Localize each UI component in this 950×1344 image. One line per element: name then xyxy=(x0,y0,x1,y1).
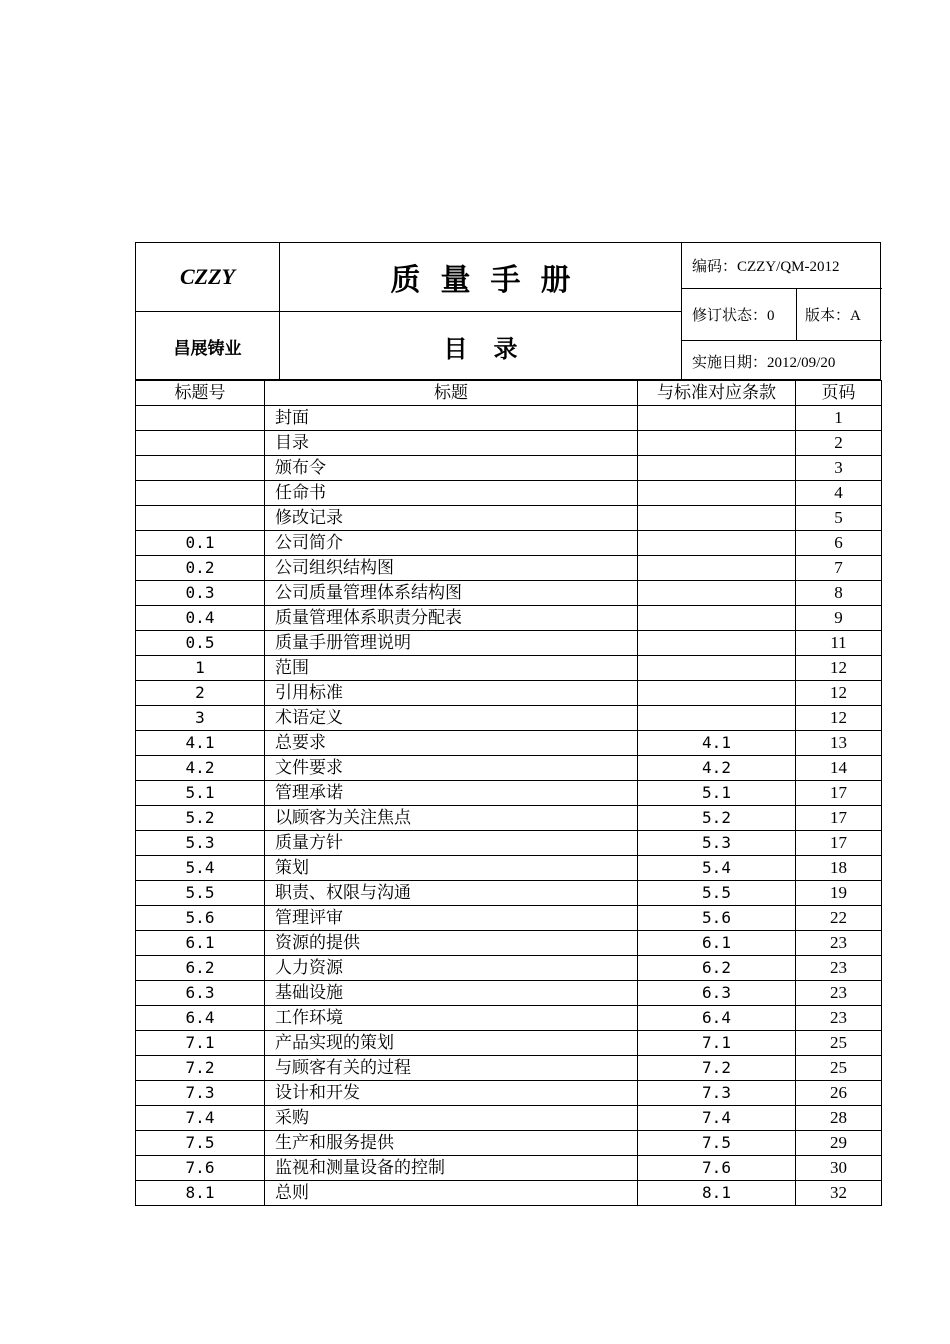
column-header-clause: 与标准对应条款 xyxy=(638,381,796,406)
toc-row-title: 产品实现的策划 xyxy=(265,1031,638,1056)
toc-row-number: 6.2 xyxy=(136,956,265,981)
toc-row-title: 生产和服务提供 xyxy=(265,1131,638,1156)
toc-row-title: 基础设施 xyxy=(265,981,638,1006)
toc-row-page: 13 xyxy=(796,731,882,756)
toc-row-page: 26 xyxy=(796,1081,882,1106)
toc-row-title: 人力资源 xyxy=(265,956,638,981)
toc-row-number: 0.5 xyxy=(136,631,265,656)
toc-row-title: 术语定义 xyxy=(265,706,638,731)
toc-row-page: 23 xyxy=(796,956,882,981)
toc-row-clause: 5.3 xyxy=(638,831,796,856)
toc-row-page: 22 xyxy=(796,906,882,931)
toc-row xyxy=(136,1181,882,1206)
toc-row xyxy=(136,781,882,806)
toc-row-clause xyxy=(638,431,796,456)
revision-status: 修订状态：0 xyxy=(681,289,797,341)
column-header-number: 标题号 xyxy=(136,381,265,406)
toc-row xyxy=(136,756,882,781)
toc-row-title: 采购 xyxy=(265,1106,638,1131)
toc-row-clause xyxy=(638,631,796,656)
toc-row-title: 公司简介 xyxy=(265,531,638,556)
toc-row-page: 5 xyxy=(796,506,882,531)
toc-row xyxy=(136,631,882,656)
toc-row-clause: 5.5 xyxy=(638,881,796,906)
toc-row-number: 5.3 xyxy=(136,831,265,856)
toc-row-page: 4 xyxy=(796,481,882,506)
toc-row-clause xyxy=(638,506,796,531)
toc-row-title: 引用标准 xyxy=(265,681,638,706)
toc-row-number: 7.4 xyxy=(136,1106,265,1131)
toc-row xyxy=(136,906,882,931)
toc-row-title: 策划 xyxy=(265,856,638,881)
toc-row-clause xyxy=(638,581,796,606)
toc-row-number xyxy=(136,431,265,456)
toc-row-page: 6 xyxy=(796,531,882,556)
toc-row-page: 11 xyxy=(796,631,882,656)
toc-row xyxy=(136,531,882,556)
toc-row-page: 8 xyxy=(796,581,882,606)
toc-row xyxy=(136,981,882,1006)
toc-row-page: 9 xyxy=(796,606,882,631)
toc-row-clause xyxy=(638,456,796,481)
toc-row-page: 17 xyxy=(796,781,882,806)
toc-row-number: 7.5 xyxy=(136,1131,265,1156)
toc-row-page: 14 xyxy=(796,756,882,781)
toc-body xyxy=(136,406,882,1206)
document-header xyxy=(135,242,881,380)
toc-row-title: 总则 xyxy=(265,1181,638,1206)
toc-row-clause: 7.2 xyxy=(638,1056,796,1081)
toc-row-clause: 7.3 xyxy=(638,1081,796,1106)
toc-row-number xyxy=(136,456,265,481)
toc-row-clause: 8.1 xyxy=(638,1181,796,1206)
toc-row xyxy=(136,431,882,456)
toc-row xyxy=(136,706,882,731)
toc-row xyxy=(136,606,882,631)
toc-row-number xyxy=(136,406,265,431)
toc-row xyxy=(136,681,882,706)
toc-row-clause xyxy=(638,481,796,506)
toc-row xyxy=(136,856,882,881)
toc-row-page: 12 xyxy=(796,681,882,706)
toc-row-page: 1 xyxy=(796,406,882,431)
toc-row-clause: 7.5 xyxy=(638,1131,796,1156)
toc-row-number xyxy=(136,506,265,531)
toc-row-number: 5.2 xyxy=(136,806,265,831)
column-header-title: 标题 xyxy=(265,381,638,406)
toc-row-clause: 6.3 xyxy=(638,981,796,1006)
toc-row xyxy=(136,506,882,531)
toc-row-clause: 6.4 xyxy=(638,1006,796,1031)
toc-row-number: 0.1 xyxy=(136,531,265,556)
toc-row-number: 5.6 xyxy=(136,906,265,931)
toc-row-page: 25 xyxy=(796,1031,882,1056)
toc-row-number: 4.1 xyxy=(136,731,265,756)
toc-row-page: 23 xyxy=(796,931,882,956)
document-code: 编码：CZZY/QM-2012 xyxy=(681,243,882,289)
company-name: 昌展铸业 xyxy=(136,312,280,381)
toc-row xyxy=(136,806,882,831)
toc-row-title: 管理评审 xyxy=(265,906,638,931)
toc-table xyxy=(135,380,882,1206)
toc-row xyxy=(136,931,882,956)
toc-row-page: 2 xyxy=(796,431,882,456)
toc-row-clause xyxy=(638,656,796,681)
toc-row xyxy=(136,1031,882,1056)
toc-row-number: 0.3 xyxy=(136,581,265,606)
toc-row-title: 总要求 xyxy=(265,731,638,756)
toc-row-page: 30 xyxy=(796,1156,882,1181)
toc-row-title: 与顾客有关的过程 xyxy=(265,1056,638,1081)
toc-row-number: 0.2 xyxy=(136,556,265,581)
toc-row-title: 任命书 xyxy=(265,481,638,506)
toc-row-title: 资源的提供 xyxy=(265,931,638,956)
document-subtitle: 目录 xyxy=(443,334,544,363)
toc-row-number: 5.1 xyxy=(136,781,265,806)
toc-row-clause xyxy=(638,556,796,581)
toc-row-page: 12 xyxy=(796,706,882,731)
toc-row xyxy=(136,1131,882,1156)
toc-row-number: 1 xyxy=(136,656,265,681)
toc-row-clause xyxy=(638,706,796,731)
toc-row xyxy=(136,406,882,431)
toc-row-title: 质量管理体系职责分配表 xyxy=(265,606,638,631)
toc-row-title: 职责、权限与沟通 xyxy=(265,881,638,906)
toc-row-clause xyxy=(638,531,796,556)
toc-row-number: 4.2 xyxy=(136,756,265,781)
toc-row-page: 17 xyxy=(796,806,882,831)
toc-row-clause: 5.1 xyxy=(638,781,796,806)
toc-row-title: 范围 xyxy=(265,656,638,681)
toc-row-number: 6.4 xyxy=(136,1006,265,1031)
toc-row-title: 目录 xyxy=(265,431,638,456)
toc-row-title: 文件要求 xyxy=(265,756,638,781)
toc-row-title: 监视和测量设备的控制 xyxy=(265,1156,638,1181)
effective-date: 实施日期：2012/09/20 xyxy=(681,341,882,381)
toc-row xyxy=(136,556,882,581)
version: 版本：A xyxy=(797,289,882,341)
toc-row-page: 7 xyxy=(796,556,882,581)
toc-row-clause xyxy=(638,681,796,706)
toc-header-row xyxy=(136,381,882,406)
toc-row xyxy=(136,456,882,481)
toc-row-page: 12 xyxy=(796,656,882,681)
toc-row xyxy=(136,656,882,681)
toc-row-page: 29 xyxy=(796,1131,882,1156)
toc-row-title: 工作环境 xyxy=(265,1006,638,1031)
toc-row-title: 质量手册管理说明 xyxy=(265,631,638,656)
toc-row-clause: 4.1 xyxy=(638,731,796,756)
toc-row-number: 6.3 xyxy=(136,981,265,1006)
toc-row-clause: 5.4 xyxy=(638,856,796,881)
toc-row-page: 23 xyxy=(796,981,882,1006)
toc-row-clause: 5.2 xyxy=(638,806,796,831)
toc-row-page: 23 xyxy=(796,1006,882,1031)
toc-row-clause: 7.6 xyxy=(638,1156,796,1181)
toc-row-number: 6.1 xyxy=(136,931,265,956)
toc-row-number: 5.5 xyxy=(136,881,265,906)
toc-row-title: 公司组织结构图 xyxy=(265,556,638,581)
toc-row-page: 25 xyxy=(796,1056,882,1081)
toc-row-clause: 7.4 xyxy=(638,1106,796,1131)
toc-row-clause: 4.2 xyxy=(638,756,796,781)
toc-row-title: 颁布令 xyxy=(265,456,638,481)
toc-row-page: 17 xyxy=(796,831,882,856)
toc-row-number: 0.4 xyxy=(136,606,265,631)
toc-row xyxy=(136,956,882,981)
toc-row-number xyxy=(136,481,265,506)
toc-row-number: 7.6 xyxy=(136,1156,265,1181)
toc-row xyxy=(136,1156,882,1181)
toc-row-number: 5.4 xyxy=(136,856,265,881)
toc-row xyxy=(136,1006,882,1031)
toc-row-page: 18 xyxy=(796,856,882,881)
toc-row xyxy=(136,831,882,856)
document-title: 质量手册 xyxy=(280,243,681,312)
toc-row-title: 修改记录 xyxy=(265,506,638,531)
toc-row-clause: 6.2 xyxy=(638,956,796,981)
toc-row xyxy=(136,1056,882,1081)
toc-row-clause: 7.1 xyxy=(638,1031,796,1056)
toc-row-number: 7.1 xyxy=(136,1031,265,1056)
company-code: CZZY xyxy=(136,243,280,312)
toc-row-clause xyxy=(638,406,796,431)
toc-row-number: 8.1 xyxy=(136,1181,265,1206)
column-header-page: 页码 xyxy=(796,381,882,406)
toc-row-title: 公司质量管理体系结构图 xyxy=(265,581,638,606)
toc-row-title: 设计和开发 xyxy=(265,1081,638,1106)
toc-row-page: 19 xyxy=(796,881,882,906)
toc-row-title: 封面 xyxy=(265,406,638,431)
toc-row-clause: 5.6 xyxy=(638,906,796,931)
toc-row-number: 2 xyxy=(136,681,265,706)
toc-row-page: 32 xyxy=(796,1181,882,1206)
toc-row xyxy=(136,881,882,906)
toc-row-number: 7.3 xyxy=(136,1081,265,1106)
toc-row-number: 7.2 xyxy=(136,1056,265,1081)
toc-row-clause xyxy=(638,606,796,631)
toc-row-clause: 6.1 xyxy=(638,931,796,956)
toc-row-title: 以顾客为关注焦点 xyxy=(265,806,638,831)
toc-row-page: 28 xyxy=(796,1106,882,1131)
toc-row xyxy=(136,1106,882,1131)
toc-row-page: 3 xyxy=(796,456,882,481)
toc-row xyxy=(136,731,882,756)
toc-row-title: 质量方针 xyxy=(265,831,638,856)
toc-row xyxy=(136,1081,882,1106)
toc-row-title: 管理承诺 xyxy=(265,781,638,806)
toc-row-number: 3 xyxy=(136,706,265,731)
toc-row xyxy=(136,481,882,506)
toc-row xyxy=(136,581,882,606)
